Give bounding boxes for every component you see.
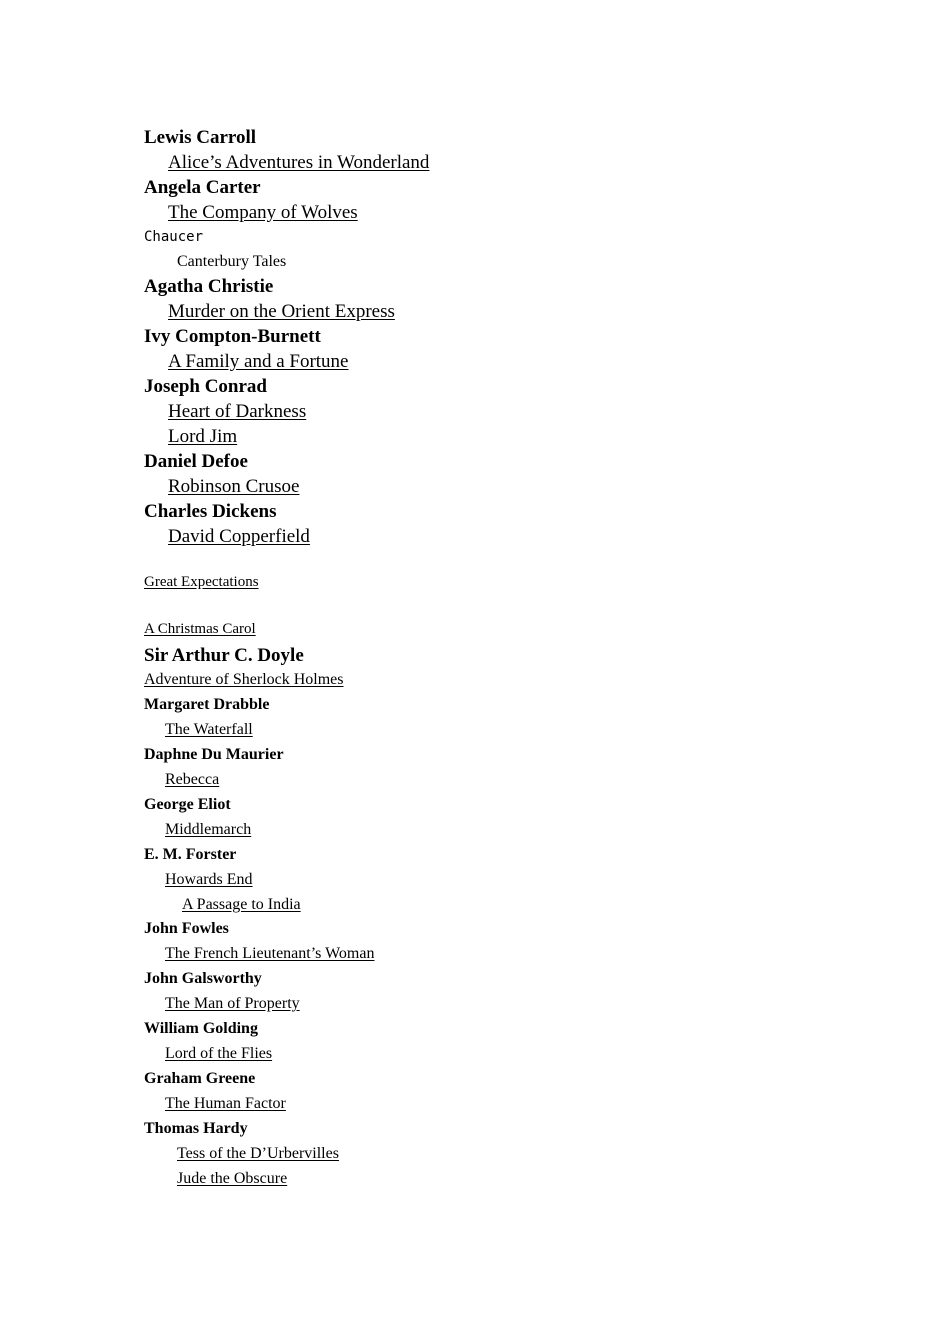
book-title-link[interactable]: Jude the Obscure bbox=[177, 1170, 288, 1187]
book-title-link[interactable]: David Copperfield bbox=[168, 526, 310, 547]
book-title-link[interactable]: Heart of Darkness bbox=[168, 401, 307, 422]
author-heading: E. M. Forster bbox=[144, 846, 237, 863]
author-heading: Agatha Christie bbox=[144, 276, 274, 297]
book-title-link[interactable]: Rebecca bbox=[165, 771, 220, 788]
book-title-link[interactable]: Middlemarch bbox=[165, 821, 252, 838]
book-title-link[interactable]: A Passage to India bbox=[182, 896, 301, 913]
book-title: Canterbury Tales bbox=[177, 253, 287, 270]
author-heading: Daniel Defoe bbox=[144, 451, 248, 472]
author-heading: John Fowles bbox=[144, 920, 229, 937]
book-title-link[interactable]: Lord Jim bbox=[168, 426, 238, 447]
author-heading: William Golding bbox=[144, 1020, 258, 1037]
book-title-link[interactable]: Murder on the Orient Express bbox=[168, 301, 395, 322]
author-heading: Ivy Compton-Burnett bbox=[144, 326, 321, 347]
book-title-link[interactable]: A Christmas Carol bbox=[144, 621, 256, 637]
book-title-link[interactable]: Great Expectations bbox=[144, 574, 259, 590]
book-title-link[interactable]: Robinson Crusoe bbox=[168, 476, 300, 497]
book-title-link[interactable]: Alice’s Adventures in Wonderland bbox=[168, 152, 430, 173]
author-heading: Chaucer bbox=[144, 229, 204, 245]
book-title-link[interactable]: Lord of the Flies bbox=[165, 1045, 273, 1062]
book-title-link[interactable]: A Family and a Fortune bbox=[168, 351, 349, 372]
book-title-link[interactable]: Howards End bbox=[165, 871, 253, 888]
book-title-link[interactable]: Adventure of Sherlock Holmes bbox=[144, 671, 344, 688]
author-heading: Angela Carter bbox=[144, 177, 261, 198]
author-heading: Daphne Du Maurier bbox=[144, 746, 284, 763]
author-heading: Sir Arthur C. Doyle bbox=[144, 645, 304, 666]
book-title-link[interactable]: The Waterfall bbox=[165, 721, 253, 738]
author-heading: John Galsworthy bbox=[144, 970, 262, 987]
author-heading: Margaret Drabble bbox=[144, 696, 270, 713]
author-heading: George Eliot bbox=[144, 796, 231, 813]
author-heading: Thomas Hardy bbox=[144, 1120, 248, 1137]
author-heading: Joseph Conrad bbox=[144, 376, 267, 397]
book-title-link[interactable]: The French Lieutenant’s Woman bbox=[165, 945, 375, 962]
book-title-link[interactable]: The Man of Property bbox=[165, 995, 300, 1012]
author-heading: Lewis Carroll bbox=[144, 127, 257, 148]
book-title-link[interactable]: Tess of the D’Urbervilles bbox=[177, 1145, 339, 1162]
author-heading: Charles Dickens bbox=[144, 501, 277, 522]
author-heading: Graham Greene bbox=[144, 1070, 256, 1087]
book-title-link[interactable]: The Human Factor bbox=[165, 1095, 286, 1112]
book-title-link[interactable]: The Company of Wolves bbox=[168, 202, 358, 223]
